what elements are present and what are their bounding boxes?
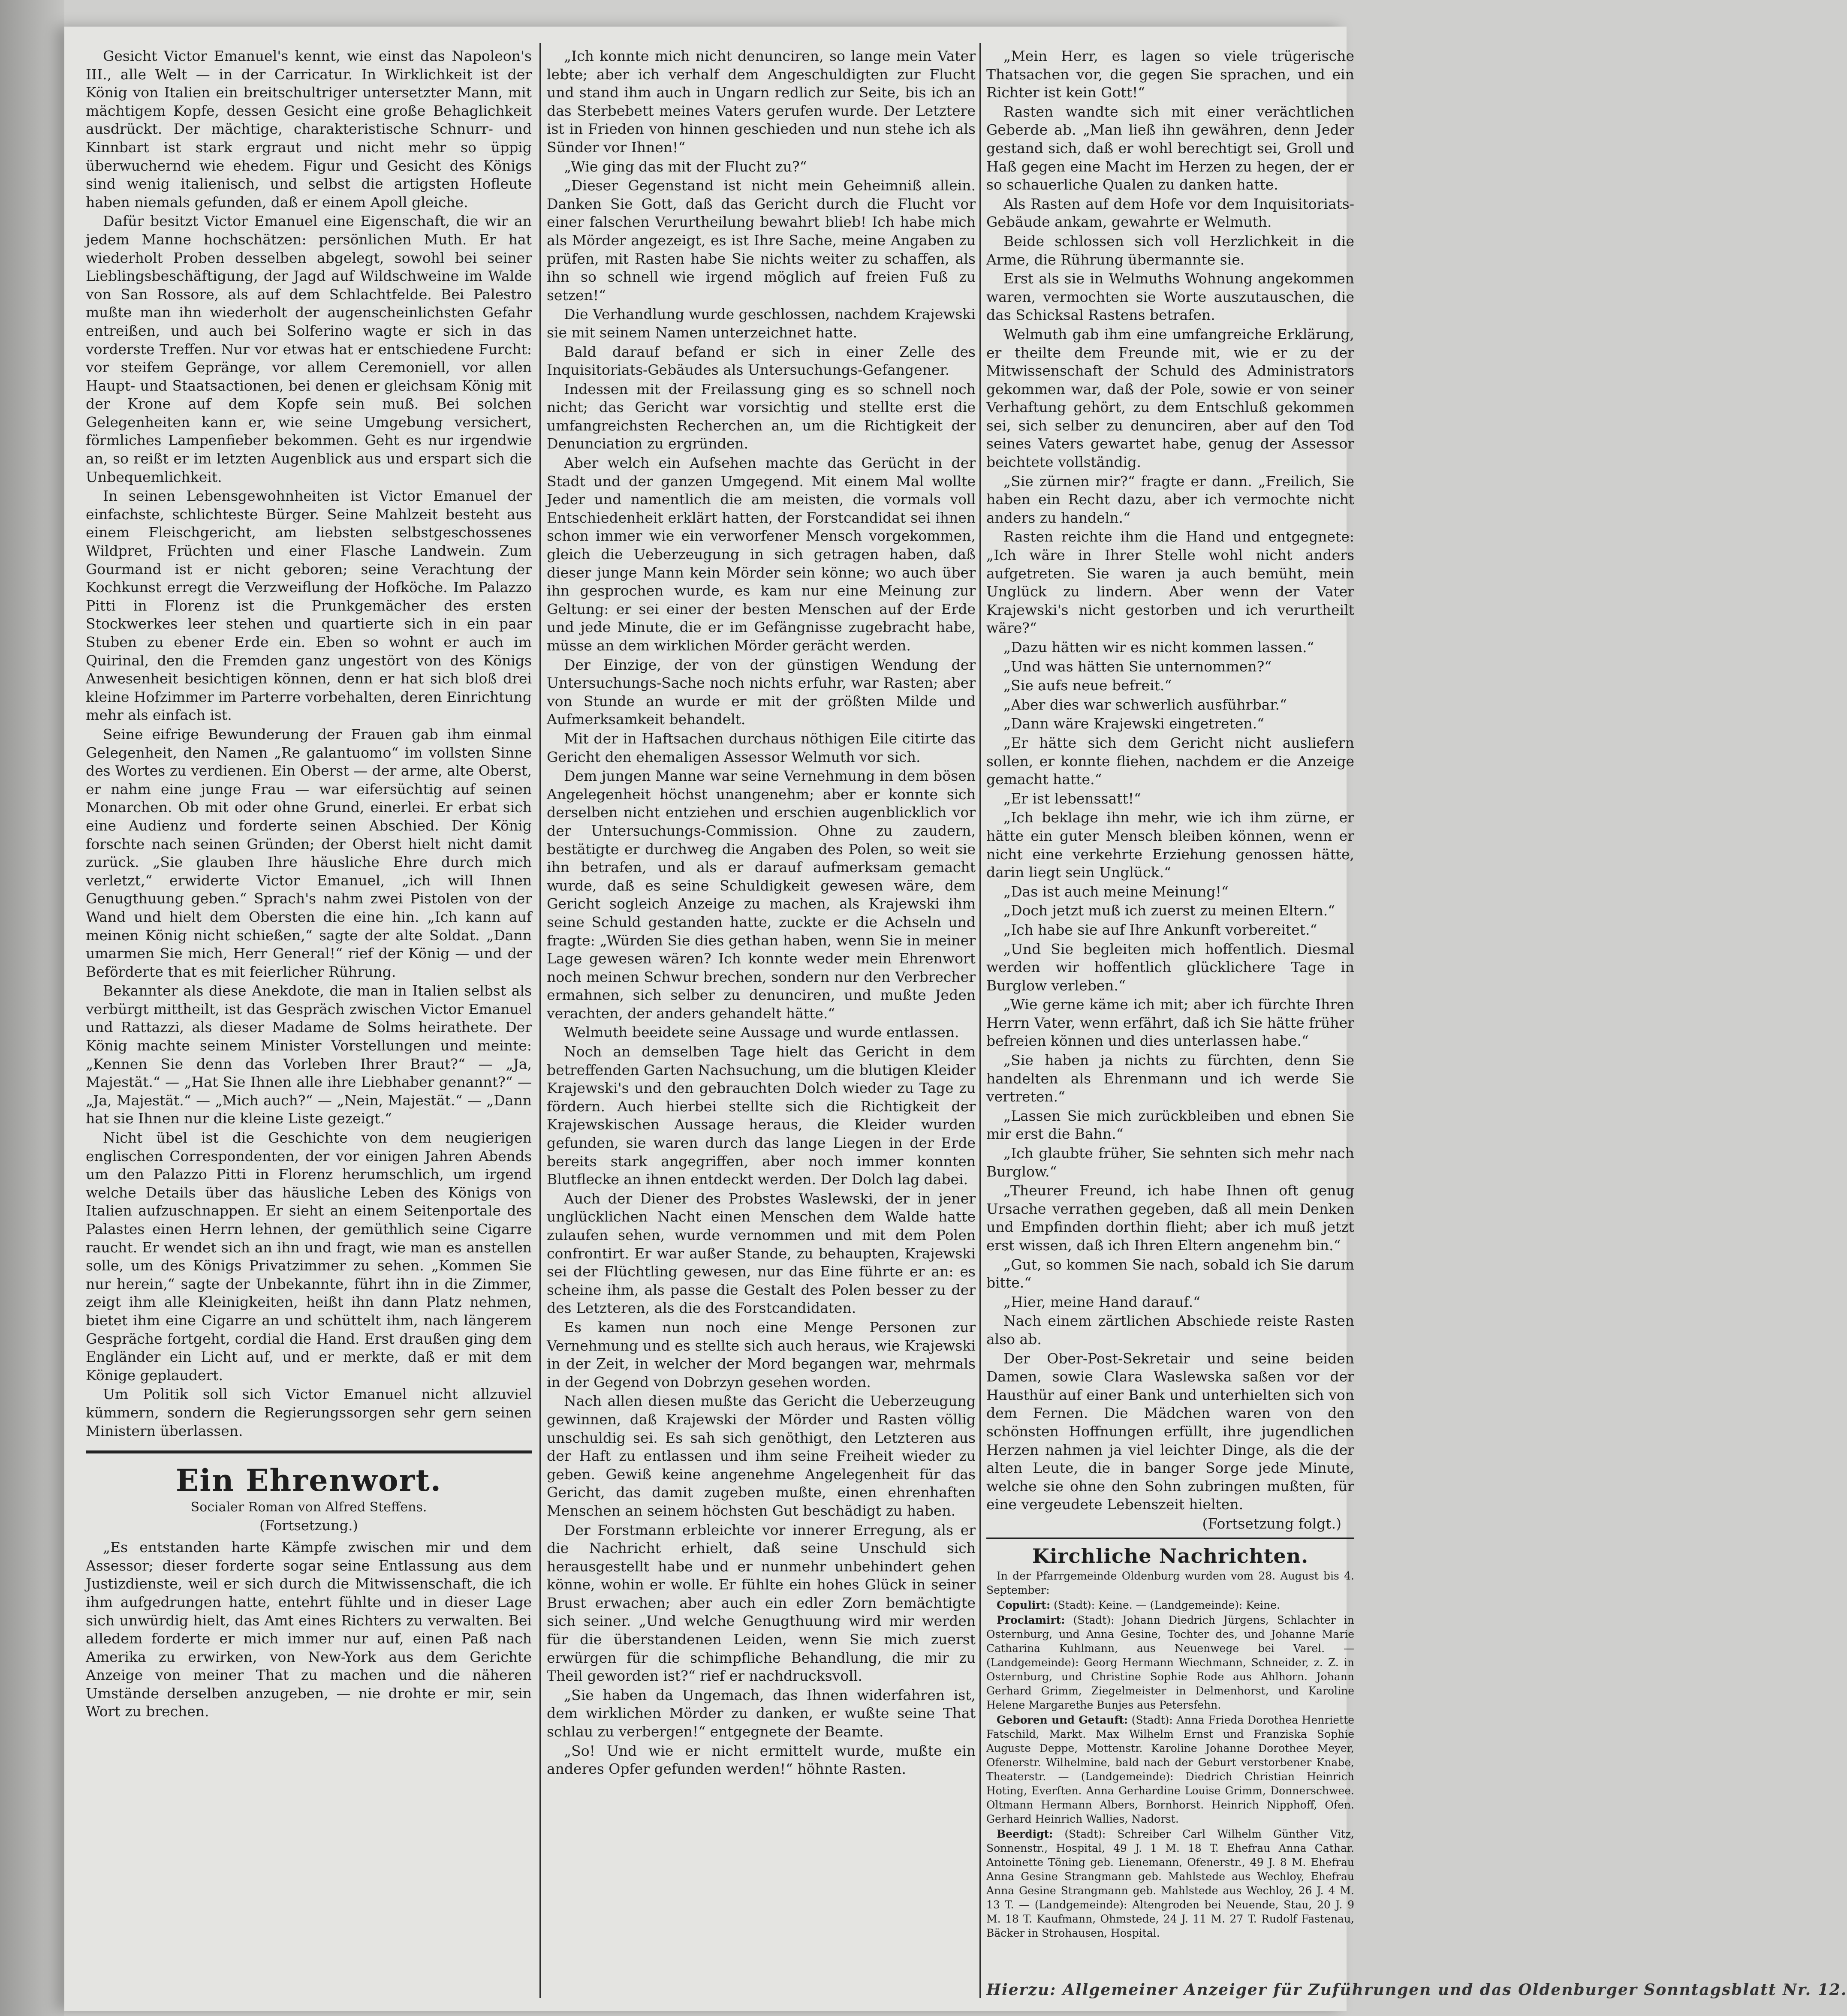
serial-paragraph: „Dann wäre Krajewski eingetreten.“ xyxy=(1003,715,1264,732)
church-news-entry-text: (Stadt): Schreiber Carl Wilhelm Günther Vitz, Sonnenstr., Hospital, 49 J. 1 M. 18 T. Ehefrau Anna Cathar. Antoinette Töning geb. Lienemann, Ofenerstr., 49 J. 8 M. Ehefrau Anna Gesine Strangmann geb. Mahlstede aus Wechloy, Ehefrau Anna Gesine Strangmann geb. Mahlstede aus Wechloy, 26 J. 4 M. 13 T. — (Landgemeinde): Altengroden bei Neuende, Stau, 20 J. 9 M. 18 T. Kaufmann, Ohmstede, 24 J. 11 M. 27 T. Rudolf Fastenau, Bäcker in Strohausen, Hospital. xyxy=(986,1827,1354,1939)
serial-title: Ein Ehrenwort. xyxy=(175,1462,442,1498)
church-news-entry-heading: Beerdigt: xyxy=(997,1827,1053,1840)
serial-paragraph: „Sie haben da Ungemach, das Ihnen widerfahren ist, dem wirklichen Mörder zu danken, er wußte seine That schlau zu verbergen!“ entgegnete der Beamte. xyxy=(547,1686,976,1740)
column-3 xyxy=(986,47,1354,1982)
serial-paragraph: Es kamen nun noch eine Menge Personen zur Vernehmung und es stellte sich auch heraus, wie Krajewski in der Zeit, in welcher der Mord begangen war, mehrmals in der Gegend von Dobrzyn gesehen worden. xyxy=(547,1318,976,1390)
serial-paragraph: „Doch jetzt muß ich zuerst zu meinen Eltern.“ xyxy=(1003,902,1335,919)
church-news-entry-text: (Stadt): Johann Diedrich Jürgens, Schlachter in Osternburg, und Anna Gesine, Tochter des, und Johanne Marie Catharina Kuhlmann, aus Neuenwege bei Varel. — (Landgemeinde): Georg Hermann Wiechmann, Schneider, z. Z. in Osternburg, und Christine Sophie Rode aus Ahlhorn. Johann Gerhard Grimm, Ziegelmeister in Delmenhorst, und Karoline Helene Margarethe Bunjes aus Petersfehn. xyxy=(986,1613,1354,1711)
serial-text xyxy=(86,1538,532,1721)
article-paragraph: Seine eifrige Bewunderung der Frauen gab ihm einmal Gelegenheit, den Namen „Re galantuomo“ im vollsten Sinne des Wortes zu verdienen. Ein Oberst — der arme, alte Oberst, er nahm eine junge Frau — war eifersüchtig auf seinen Monarchen. Ob mit oder ohne Grund, einerlei. Er erbat sich eine Audienz und forderte seinen Abschied. Der König forschte nach seinen Gründen; der Oberst hielt nicht damit zurück. „Sie glauben Ihre häusliche Ehre durch mich verletzt,“ erwiderte Victor Emanuel, „ich will Ihnen Genugthuung geben.“ Sprach's nahm zwei Pistolen von der Wand und hielt dem Obersten die eine hin. „Ich kann auf meinen König nicht schießen,“ sagte der alte Soldat. „Dann umarmen Sie mich, Herr General!“ rief der König — und der Beförderte that es mit feierlicher Rührung. xyxy=(86,725,532,980)
serial-paragraph: „Er ist lebenssatt!“ xyxy=(1003,790,1141,807)
serial-paragraph: Beide schlossen sich voll Herzlichkeit in die Arme, die Rührung übermannte sie. xyxy=(986,232,1354,268)
serial-paragraph: „Wie ging das mit der Flucht zu?“ xyxy=(564,158,807,175)
section-divider-2 xyxy=(986,1538,1354,1539)
column-rule-2 xyxy=(979,43,981,1998)
serial-paragraph: „Ich habe sie auf Ihre Ankunft vorbereitet.“ xyxy=(1003,921,1317,938)
serial-paragraph: „Er hätte sich dem Gericht nicht ausliefern sollen, er konnte fliehen, nachdem er die Anzeige gemacht hatte.“ xyxy=(986,734,1354,788)
serial-paragraph: „Dazu hätten wir es nicht kommen lassen.“ xyxy=(1003,639,1314,656)
serial-paragraph: „Dieser Gegenstand ist nicht mein Geheimniß allein. Danken Sie Gott, daß das Gericht durch die Flucht vor einer falschen Verurtheilung bewahrt blieb! Ich habe mich als Mörder angezeigt, es ist Ihre Sache, meine Angaben zu prüfen, mit Rasten habe Sie nichts weiter zu schaffen, als ihn so schnell wie irgend möglich auf freien Fuß zu setzen!“ xyxy=(547,177,976,304)
serial-paragraph: Rasten wandte sich mit einer verächtlichen Geberde ab. „Man ließ ihn gewähren, denn Jeder gestand sich, daß er wohl berechtigt sei, Groll und Haß gegen eine Macht im Herzen zu hegen, der er so schauerliche Qualen zu danken hatte. xyxy=(986,103,1354,193)
article-paragraph: Nicht übel ist die Geschichte von dem neugierigen englischen Correspondenten, der vor einigen Jahren Abends um den Palazzo Pitti in Florenz herumschlich, um irgend welche Details über das häusliche Leben des Königs von Italien aufzuschnappen. Er sieht an einem Seitenportale des Palastes einen Herrn lehnen, der gemüthlich seine Cigarre raucht. Er wendet sich an ihn und fragt, wie man es anstellen solle, um des Königs Privatzimmer zu sehen. „Kommen Sie nur herein,“ sagte der Unbekannte, führt ihn in die Zimmer, zeigt ihm alle Kleinigkeiten, heißt ihn dann Platz nehmen, bietet ihm eine Cigarre an und schüttelt ihm, nach längerem Gespräche fortgeht, cordial die Hand. Erst draußen ging dem Engländer ein Licht auf, und er merkte, daß er mit dem Könige geplaudert. xyxy=(86,1129,532,1384)
article-paragraph: Dafür besitzt Victor Emanuel eine Eigenschaft, die wir an jedem Manne hochschätzen: persönlichen Muth. Er hat wiederholt Proben desselben abgelegt, sowohl bei seiner Lieblingsbeschäftigung, der Jagd auf Wildschweine im Walde von San Rossore, als auf dem Schlachtfelde. Bei Palestro mußte man ihn wiederholt der augenscheinlichsten Gefahr entreißen, und auch bei Solferino wagte er sich in das vorderste Treffen. Nur vor etwas hat er entschiedene Furcht: vor steifem Gepränge, vor allem Ceremoniell, vor allen Haupt- und Staatsactionen, bei denen er gleichsam König mit der Krone auf dem Kopfe sein muß. Bei solchen Gelegenheiten kann er, wie seine Umgebung versichert, förmliches Lampenfieber bekommen. Geht es nur irgendwie an, so reißt er im letzten Augenblick aus und erspart sich die Unbequemlichkeit. xyxy=(86,213,532,485)
victor-emanuel-article xyxy=(86,47,532,1440)
serial-paragraph: „Und was hätten Sie unternommen?“ xyxy=(1003,658,1272,675)
serial-paragraph: Nach allen diesen mußte das Gericht die Ueberzeugung gewinnen, daß Krajewski der Mörder und Rasten völlig unschuldig sei. Es sah sich genöthigt, den Letzteren aus der Haft zu entlassen und ihm seine Freiheit wieder zu geben. Gewiß keine angenehme Angelegenheit für das Gericht, das damit zugeben mußte, einen ehrenhaften Menschen an seinem höchsten Gut beschädigt zu haben. xyxy=(547,1393,976,1519)
church-news-entry-heading: Geboren und Getauft: xyxy=(997,1713,1128,1726)
to-be-continued: (Fortsetzung folgt.) xyxy=(1202,1515,1341,1532)
serial-subtitle: Socialer Roman von Alfred Steffens. xyxy=(190,1500,427,1515)
serial-paragraph: „Theurer Freund, ich habe Ihnen oft genug Ursache verrathen gegeben, daß all mein Denken und Empfinden dorthin flieht; aber ich muß jetzt erst wissen, daß ich Ihren Eltern angenehm bin.“ xyxy=(986,1182,1354,1254)
serial-paragraph: Welmuth beeidete seine Aussage und wurde entlassen. xyxy=(564,1024,959,1041)
church-news-entry-text: (Stadt): Anna Frieda Dorothea Henriette Fatschild, Markt. Max Wilhelm Ernst und Franziska Sophie Auguste Deppe, Mottenstr. Karoline Johanne Dorothee Meyer, Ofenerstr. Wilhelmine, bald nach der Geburt verstorbener Knabe, Theaterstr. — (Landgemeinde): Diedrich Christian Heinrich Hoting, Everſten. Anna Gerhardine Louise Grimm, Donnerschwee. Oltmann Hermann Albers, Bornhorst. Heinrich Nipphoff, Ofen. Gerhard Heinrich Wallies, Nadorst. xyxy=(986,1713,1354,1825)
church-news-entry-heading: Proclamirt: xyxy=(997,1613,1065,1626)
church-news-entry-text: (Stadt): Keine. — (Landgemeinde): Keine. xyxy=(1054,1598,1280,1611)
serial-paragraph: Auch der Diener des Probstes Waslewski, der in jener unglücklichen Nacht einen Menschen dem Walde hatte zulaufen sehen, wurde vernommen und mit dem Polen confrontirt. Er war außer Stande, zu behaupten, Krajewski sei der Flüchtling gewesen, nur das Eine führte er an: es scheine ihm, als passe die Gestalt des Polen besser zu der des Letzteren, als die des Forstcandidaten. xyxy=(547,1190,976,1317)
serial-paragraph: „Sie aufs neue befreit.“ xyxy=(1003,677,1172,694)
serial-paragraph: „So! Und wie er nicht ermittelt wurde, mußte ein anderes Opfer gefunden werden!“ höhnte Rasten. xyxy=(547,1742,976,1778)
serial-paragraph: Noch an demselben Tage hielt das Gericht in dem betreffenden Garten Nachsuchung, um die blutigen Kleider Krajewski's und den gebrauchten Dolch wieder zu Tage zu fördern. Auch hierbei stellte sich die Richtigkeit der Krajewskischen Aussage heraus, die Kleider wurden gefunden, sie waren durch das lange Liegen in der Erde bereits stark angegriffen, aber noch immer konnten Blutflecke an ihnen entdeckt werden. Der Dolch lag dabei. xyxy=(547,1043,976,1188)
column-1 xyxy=(86,47,532,1982)
serial-paragraph: Bald darauf befand er sich in einer Zelle des Inquisitoriats-Gebäudes als Untersuchungs-Gefangener. xyxy=(547,343,976,379)
serial-paragraph: „Es entstanden harte Kämpfe zwischen mir und dem Assessor; dieser forderte sogar seine Entlassung aus dem Justizdienste, weil er sich durch die Mitwissenschaft, die ich ihm aufgedrungen hatte, entehrt fühlte und in dieser Lage sich unwürdig hielt, das Amt eines Richters zu verwalten. Bei alledem forderte er mich immer nur auf, einen Paß nach Amerika zu erwirken, von New-York aus dem Gerichte Anzeige von meiner That zu machen und die näheren Umstände derselben anzugeben, — nie drohte er mir, sein Wort zu brechen. xyxy=(86,1539,532,1720)
serial-paragraph: „Mein Herr, es lagen so viele trügerische Thatsachen vor, die gegen Sie sprachen, und ein Richter ist kein Gott!“ xyxy=(986,48,1354,101)
serial-paragraph: Die Verhandlung wurde geschlossen, nachdem Krajewski sie mit seinem Namen unterzeichnet hatte. xyxy=(547,306,976,341)
serial-paragraph: „Sie haben ja nichts zu fürchten, denn Sie handelten als Ehrenmann und ich werde Sie vertreten.“ xyxy=(986,1052,1354,1105)
supplement-notice: Hierzu: Allgemeiner Anzeiger für Zuführungen und das Oldenburger Sonntagsblatt Nr. 12. xyxy=(986,1981,1847,1999)
serial-paragraph: Rasten reichte ihm die Hand und entgegnete: „Ich wäre in Ihrer Stelle wohl nicht anders aufgetreten. Sie waren ja auch bemüht, mein Unglück zu lindern. Aber wenn der Vater Krajewski's nicht gestorben und ich verurtheilt wäre?“ xyxy=(986,528,1354,637)
serial-paragraph: Der Einzige, der von der günstigen Wendung der Untersuchungs-Sache noch nichts erfuhr, war Rasten; aber von Stunde an wurde er mit der größten Milde und Aufmerksamkeit behandelt. xyxy=(547,656,976,728)
serial-paragraph: Aber welch ein Aufsehen machte das Gerücht in der Stadt und der ganzen Umgegend. Mit einem Mal wollte Jeder und namentlich die am meisten, die vormals voll Entschiedenheit erklärt hatten, der Forstcandidat sei ihnen schon immer wie ein verworfener Mensch vorgekommen, gleich die Ueberzeugung in sich getragen haben, daß dieser junge Mann kein Mörder sein könne; wo auch über ihn gesprochen wurde, es kam nur eine Meinung zur Geltung: er sei einer der besten Menschen auf der Erde und jede Minute, die er im Gefängnisse zugebracht habe, müsse an dem wirklichen Mörder gerächt werden. xyxy=(547,454,976,654)
page-edge-shadow xyxy=(0,0,64,2016)
church-news-intro: In der Pfarrgemeinde Oldenburg wurden vom 28. August bis 4. September: xyxy=(986,1569,1354,1596)
serial-paragraph: „Gut, so kommen Sie nach, sobald ich Sie darum bitte.“ xyxy=(986,1256,1354,1291)
church-news-title: Kirchliche Nachrichten. xyxy=(1032,1544,1309,1568)
serial-paragraph: „Ich beklage ihn mehr, wie ich ihm zürne, er hätte ein guter Mensch bleiben können, wenn er nicht eine verkehrte Erziehung genossen hätte, darin liegt sein Unglück.“ xyxy=(986,809,1354,881)
article-paragraph: Um Politik soll sich Victor Emanuel nicht allzuviel kümmern, sondern die Regierungssorgen sehr gern seinen Ministern überlassen. xyxy=(86,1386,532,1439)
serial-continuation: (Fortsetzung.) xyxy=(259,1517,358,1534)
serial-paragraph: „Ich konnte mich nicht denunciren, so lange mein Vater lebte; aber ich verhalf dem Angeschuldigten zur Flucht und stand ihm auch in Ungarn redlich zur Seite, bis ich an das Sterbebett meines Vaters gerufen wurde. Der Letztere ist in Frieden von hinnen geschieden und nun stehe ich als Sünder vor Ihnen!“ xyxy=(547,48,976,156)
serial-paragraph: „Wie gerne käme ich mit; aber ich fürchte Ihren Herrn Vater, wenn erfährt, daß ich Sie hätte früher befreien können und dies unterlassen habe.“ xyxy=(986,996,1354,1050)
serial-paragraph: Welmuth gab ihm eine umfangreiche Erklärung, er theilte dem Freunde mit, wie er zu der Mitwissenschaft der Schuld des Administrators gekommen war, daß der Pole, sowie er von seiner Verhaftung gehört, zu dem Entschluß gekommen sei, sich selber zu denunciren, aber auf den Tod seines Vaters gewartet habe, genug der Assessor beichtete vollständig. xyxy=(986,325,1354,471)
column-rule-1 xyxy=(539,43,541,1998)
serial-paragraph: Als Rasten auf dem Hofe vor dem Inquisitoriats-Gebäude ankam, gewahrte er Welmuth. xyxy=(986,195,1354,231)
church-news-entry xyxy=(986,1598,1354,1612)
serial-paragraph: Mit der in Haftsachen durchaus nöthigen Eile citirte das Gericht den ehemaligen Assessor Welmuth vor sich. xyxy=(547,730,976,765)
serial-paragraph: Der Ober-Post-Sekretair und seine beiden Damen, sowie Clara Waslewska saßen vor der Hausthür auf einer Bank und unterhielten sich von dem Fernen. Die Mädchen waren von den schönsten Hoffnungen erfüllt, ihre jugendlichen Herzen nahmen ja viel leichter Dinge, als die der alten Leute, die in banger Sorge jede Minute, welche sie ohne den Sohn zubringen mußten, für eine vergeudete Lebenszeit hielten. xyxy=(986,1350,1354,1513)
serial-paragraph: Erst als sie in Welmuths Wohnung angekommen waren, vermochten sie Worte auszutauschen, die das Schicksal Rastens betrafen. xyxy=(986,270,1354,324)
church-news-entry-heading: Copulirt: xyxy=(997,1598,1051,1611)
serial-paragraph: „Das ist auch meine Meinung!“ xyxy=(1003,883,1229,900)
serial-paragraph: Nach einem zärtlichen Abschiede reiste Rasten also ab. xyxy=(986,1312,1354,1348)
article-paragraph: Gesicht Victor Emanuel's kennt, wie einst das Napoleon's III., alle Welt — in der Carricatur. In Wirklichkeit ist der König von Italien ein breitschultriger untersetzter Mann, mit mächtigem Kopfe, dessen Gesicht eine große Behaglichkeit ausdrückt. Der mächtige, charakteristische Schnurr- und Kinnbart ist stark ergraut und nicht mehr so üppig überwuchernd wie ehedem. Figur und Gesicht des Königs sind wenig italienisch, und selbst die artigsten Hofleute haben niemals gefunden, daß er einem Apoll gleiche. xyxy=(86,48,532,211)
serial-paragraph: „Lassen Sie mich zurückbleiben und ebnen Sie mir erst die Bahn.“ xyxy=(986,1107,1354,1143)
column-2 xyxy=(547,47,976,1982)
serial-paragraph: „Aber dies war schwerlich ausführbar.“ xyxy=(1003,696,1287,713)
church-news-entry xyxy=(986,1613,1354,1712)
church-news-entry xyxy=(986,1827,1354,1940)
serial-text-continued xyxy=(547,47,976,1778)
serial-text-end xyxy=(986,47,1354,1514)
serial-paragraph: Indessen mit der Freilassung ging es so schnell noch nicht; das Gericht war vorsichtig und stellte erst die umfangreichsten Recherchen an, um die Richtigkeit der Denunciation zu ergründen. xyxy=(547,380,976,452)
serial-paragraph: „Ich glaubte früher, Sie sehnten sich mehr nach Burglow.“ xyxy=(986,1145,1354,1180)
serial-paragraph: Dem jungen Manne war seine Vernehmung in dem bösen Angelegenheit höchst unangenehm; aber er konnte sich derselben nicht entziehen und erschien augenblicklich vor der Untersuchungs-Commission. Ohne zu zaudern, bestätigte er durchweg die Angaben des Polen, so weit sie ihn betrafen, und als er darauf aufmerksam gemacht wurde, daß es seine Schuldigkeit gewesen wäre, dem Gericht sogleich Anzeige zu machen, als Krajewski ihm seine Schuld gestanden hatte, zuckte er die Achseln und fragte: „Würden Sie dies gethan haben, wenn Sie in meiner Lage gewesen wären? Ich konnte weder mein Ehrenwort noch meinen Schwur brechen, sondern nur den Verbrecher ermahnen, sich selber zu denunciren, und mußte Jeden verachten, der anders gehandelt hätte.“ xyxy=(547,767,976,1022)
serial-paragraph: Der Forstmann erbleichte vor innerer Erregung, als er die Nachricht erhielt, daß seine Unschuld sich herausgestellt habe und er nunmehr unbehindert gehen könne, wohin er wolle. Er fühlte ein hohes Glück in seiner Brust erwachen; aber auch ein edler Zorn bemächtigte sich seiner. „Und welche Genugthuung wird mir werden für die überstandenen Leiden, wenn Sie mich zuerst erwürgen für die schimpfliche Behandlung, die mir zu Theil geworden ist?“ rief er nachdrucksvoll. xyxy=(547,1521,976,1685)
church-news-entry xyxy=(986,1713,1354,1826)
section-divider xyxy=(86,1450,532,1453)
serial-paragraph: „Und Sie begleiten mich hoffentlich. Diesmal werden wir hoffentlich glücklichere Tage in Burglow verleben.“ xyxy=(986,940,1354,994)
article-paragraph: Bekannter als diese Anekdote, die man in Italien selbst als verbürgt mittheilt, ist das Gespräch zwischen Victor Emanuel und Rattazzi, als dieser Madame de Solms heirathete. Der König machte seinem Minister Vorstellungen und meinte: „Kennen Sie denn das Vorleben Ihrer Braut?“ — „Ja, Majestät.“ — „Hat Sie Ihnen alle ihre Liebhaber genannt?“ — „Ja, Majestät.“ — „Mich auch?“ — „Nein, Majestät.“ — „Dann hat sie Ihnen nur die kleine Liste gezeigt.“ xyxy=(86,982,532,1127)
serial-paragraph: „Hier, meine Hand darauf.“ xyxy=(1003,1293,1200,1310)
article-paragraph: In seinen Lebensgewohnheiten ist Victor Emanuel der einfachste, schlichteste Bürger. Seine Mahlzeit besteht aus einem Fleischgericht, am liebsten selbstgeschossenes Wildpret, Früchten und einer Flasche Landwein. Zum Gourmand ist er nicht geboren; seine Verachtung der Kochkunst erregt die Verzweiflung der Hofköche. Im Palazzo Pitti in Florenz ist die Prunkgemächer des ersten Stockwerkes leer stehen und quartierte sich in ein paar Stuben zu ebener Erde ein. Eben so wohnt er auch im Quirinal, den die Fremden ganz ungestört von des Königs Anwesenheit besichtigen können, denn er hat sich bloß drei kleine Hofzimmer im Parterre vorbehalten, deren Einrichtung mehr als einfach ist. xyxy=(86,487,532,724)
serial-paragraph: „Sie zürnen mir?“ fragte er dann. „Freilich, Sie haben ein Recht dazu, aber ich vermochte nicht anders zu handeln.“ xyxy=(986,472,1354,526)
church-news-entries xyxy=(986,1598,1354,1940)
